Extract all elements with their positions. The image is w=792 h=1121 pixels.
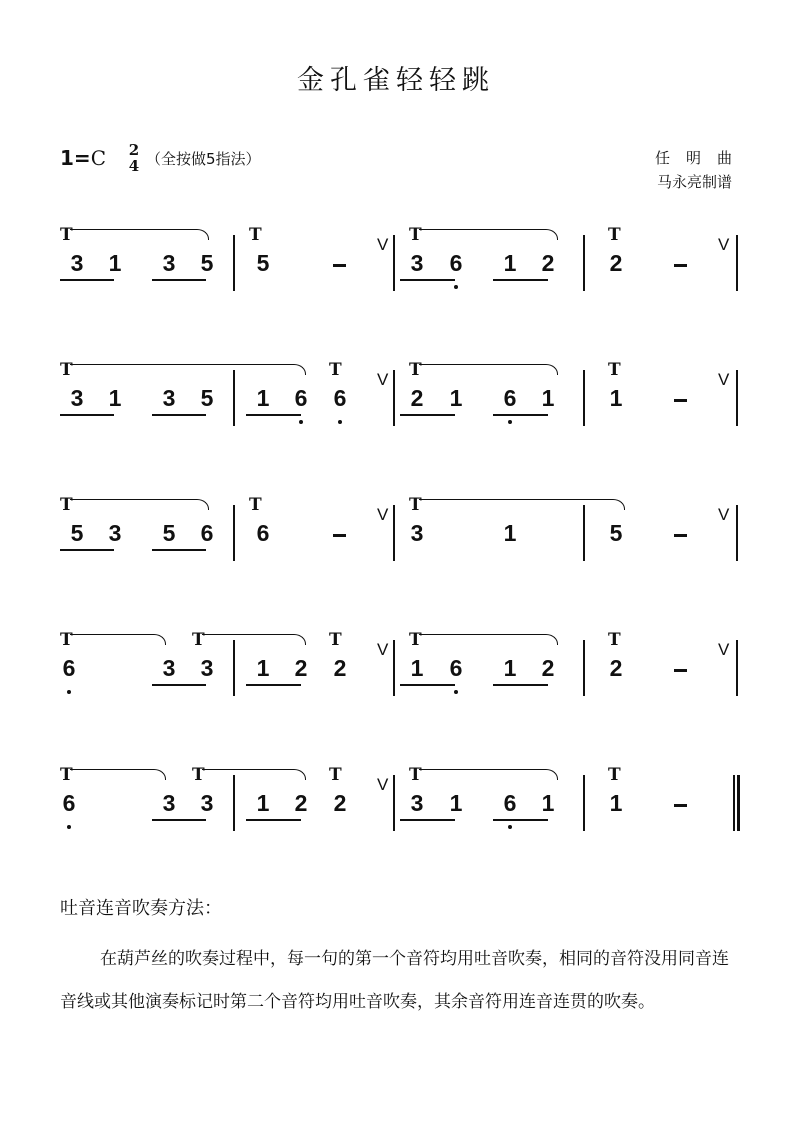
- final-barline-thick: [737, 775, 740, 831]
- eighth-underline: [60, 414, 114, 416]
- eighth-underline: [493, 414, 548, 416]
- note: 6: [449, 250, 463, 276]
- note: 1: [503, 520, 517, 546]
- sustain-dash: [674, 264, 687, 267]
- barline: [233, 505, 235, 561]
- note: 2: [410, 385, 424, 411]
- note: 2: [333, 790, 347, 816]
- legato-slur: [70, 499, 209, 510]
- note: 3: [162, 385, 176, 411]
- note: 1: [410, 655, 424, 681]
- composer: 任明曲: [654, 149, 748, 167]
- barline: [583, 370, 585, 426]
- sustain-dash: [333, 534, 346, 537]
- barline: [583, 775, 585, 831]
- legato-slur: [419, 364, 558, 375]
- note: 3: [410, 790, 424, 816]
- tonguing-mark: T: [608, 225, 621, 245]
- tonguing-mark: T: [409, 495, 422, 515]
- breath-mark: V: [377, 640, 389, 659]
- tonguing-mark: T: [608, 765, 621, 785]
- note: 2: [333, 655, 347, 681]
- eighth-underline: [493, 684, 548, 686]
- fingering-hint: （全按做5指法）: [146, 150, 261, 168]
- key-note: C: [90, 146, 106, 170]
- breath-mark: V: [718, 640, 730, 659]
- note: 2: [294, 790, 308, 816]
- tonguing-mark: T: [329, 360, 342, 380]
- note: 3: [162, 790, 176, 816]
- legato-slur: [202, 769, 306, 780]
- time-signature-bottom: 4: [128, 157, 140, 175]
- breath-mark: V: [377, 370, 389, 389]
- note: 3: [200, 655, 214, 681]
- note: 3: [70, 385, 84, 411]
- note: 1: [609, 385, 623, 411]
- note: 6: [503, 385, 517, 411]
- breath-mark: V: [718, 505, 730, 524]
- note: 3: [162, 250, 176, 276]
- lower-octave-dot: [299, 420, 303, 424]
- eighth-underline: [152, 279, 206, 281]
- tonguing-mark: T: [608, 630, 621, 650]
- note: 1: [503, 655, 517, 681]
- breath-mark: V: [377, 505, 389, 524]
- note: 5: [256, 250, 270, 276]
- breath-mark: V: [377, 235, 389, 254]
- method-heading: 吐音连音吹奏方法：: [60, 898, 222, 919]
- eighth-underline: [400, 819, 455, 821]
- arranger: 马永亮制谱: [656, 173, 732, 191]
- legato-slur: [202, 634, 306, 645]
- note: 5: [70, 520, 84, 546]
- barline: [393, 370, 395, 426]
- note: 5: [162, 520, 176, 546]
- note: 5: [200, 250, 214, 276]
- note: 6: [333, 385, 347, 411]
- note: 1: [256, 790, 270, 816]
- legato-slur: [419, 229, 558, 240]
- tonguing-mark: T: [60, 225, 73, 245]
- time-signature-top: 2: [128, 141, 140, 159]
- legato-slur: [70, 229, 209, 240]
- note: 2: [609, 250, 623, 276]
- note: 1: [541, 385, 555, 411]
- note: 6: [503, 790, 517, 816]
- sustain-dash: [674, 534, 687, 537]
- barline: [583, 235, 585, 291]
- eighth-underline: [152, 549, 206, 551]
- barline: [393, 235, 395, 291]
- note: 1: [449, 790, 463, 816]
- eighth-underline: [246, 684, 301, 686]
- eighth-underline: [246, 819, 301, 821]
- eighth-underline: [152, 684, 206, 686]
- legato-slur: [70, 364, 306, 375]
- barline: [233, 775, 235, 831]
- tonguing-mark: T: [409, 630, 422, 650]
- note: 1: [541, 790, 555, 816]
- note: 5: [609, 520, 623, 546]
- tonguing-mark: T: [409, 360, 422, 380]
- note: 1: [108, 250, 122, 276]
- eighth-underline: [60, 279, 114, 281]
- note: 1: [503, 250, 517, 276]
- note: 6: [294, 385, 308, 411]
- note: 3: [70, 250, 84, 276]
- eighth-underline: [400, 279, 455, 281]
- eighth-underline: [493, 279, 548, 281]
- note: 1: [256, 655, 270, 681]
- tonguing-mark: T: [409, 225, 422, 245]
- barline: [393, 505, 395, 561]
- legato-slur: [70, 769, 166, 780]
- note: 6: [62, 790, 76, 816]
- lower-octave-dot: [454, 285, 458, 289]
- lower-octave-dot: [508, 825, 512, 829]
- eighth-underline: [152, 414, 206, 416]
- tonguing-mark: T: [60, 765, 73, 785]
- eighth-underline: [152, 819, 206, 821]
- breath-mark: V: [718, 370, 730, 389]
- tonguing-mark: T: [60, 495, 73, 515]
- note: 6: [449, 655, 463, 681]
- legato-slur: [419, 499, 625, 510]
- note: 1: [108, 385, 122, 411]
- tonguing-mark: T: [192, 765, 205, 785]
- note: 1: [449, 385, 463, 411]
- eighth-underline: [400, 684, 455, 686]
- note: 3: [200, 790, 214, 816]
- barline: [583, 505, 585, 561]
- eighth-underline: [60, 549, 114, 551]
- note: 2: [541, 250, 555, 276]
- lower-octave-dot: [508, 420, 512, 424]
- tonguing-mark: T: [249, 225, 262, 245]
- song-title: 金孔雀轻轻跳: [297, 65, 495, 96]
- legato-slur: [419, 634, 558, 645]
- note: 3: [410, 250, 424, 276]
- note: 2: [294, 655, 308, 681]
- note: 6: [62, 655, 76, 681]
- tonguing-mark: T: [192, 630, 205, 650]
- tonguing-mark: T: [249, 495, 262, 515]
- barline: [393, 775, 395, 831]
- barline: [393, 640, 395, 696]
- barline: [583, 640, 585, 696]
- method-paragraph: [60, 938, 740, 1024]
- note: 6: [256, 520, 270, 546]
- tonguing-mark: T: [60, 630, 73, 650]
- method-text: 在葫芦丝的吹奏过程中，每一句的第一个音符均用吐音吹奏，相同的音符没用同音连音线或其他演奏标记时第二个音符均用吐音吹奏，其余音符用连音连贯的吹奏。: [60, 949, 729, 1012]
- breath-mark: V: [377, 775, 389, 794]
- note: 2: [609, 655, 623, 681]
- barline: [736, 235, 738, 291]
- legato-slur: [419, 769, 558, 780]
- sustain-dash: [674, 669, 687, 672]
- key-prefix: 1=: [60, 146, 91, 170]
- lower-octave-dot: [67, 825, 71, 829]
- note: 6: [200, 520, 214, 546]
- barline: [736, 505, 738, 561]
- tonguing-mark: T: [329, 630, 342, 650]
- tonguing-mark: T: [409, 765, 422, 785]
- breath-mark: V: [718, 235, 730, 254]
- eighth-underline: [493, 819, 548, 821]
- note: 1: [609, 790, 623, 816]
- note: 1: [256, 385, 270, 411]
- final-barline-thin: [733, 775, 735, 831]
- note: 3: [108, 520, 122, 546]
- barline: [233, 370, 235, 426]
- barline: [233, 640, 235, 696]
- lower-octave-dot: [454, 690, 458, 694]
- barline: [233, 235, 235, 291]
- eighth-underline: [400, 414, 455, 416]
- tonguing-mark: T: [329, 765, 342, 785]
- lower-octave-dot: [338, 420, 342, 424]
- sustain-dash: [333, 264, 346, 267]
- eighth-underline: [246, 414, 301, 416]
- tonguing-mark: T: [608, 360, 621, 380]
- note: 3: [162, 655, 176, 681]
- barline: [736, 640, 738, 696]
- tonguing-mark: T: [60, 360, 73, 380]
- note: 3: [410, 520, 424, 546]
- sustain-dash: [674, 804, 687, 807]
- sustain-dash: [674, 399, 687, 402]
- note: 2: [541, 655, 555, 681]
- lower-octave-dot: [67, 690, 71, 694]
- note: 5: [200, 385, 214, 411]
- barline: [736, 370, 738, 426]
- legato-slur: [70, 634, 166, 645]
